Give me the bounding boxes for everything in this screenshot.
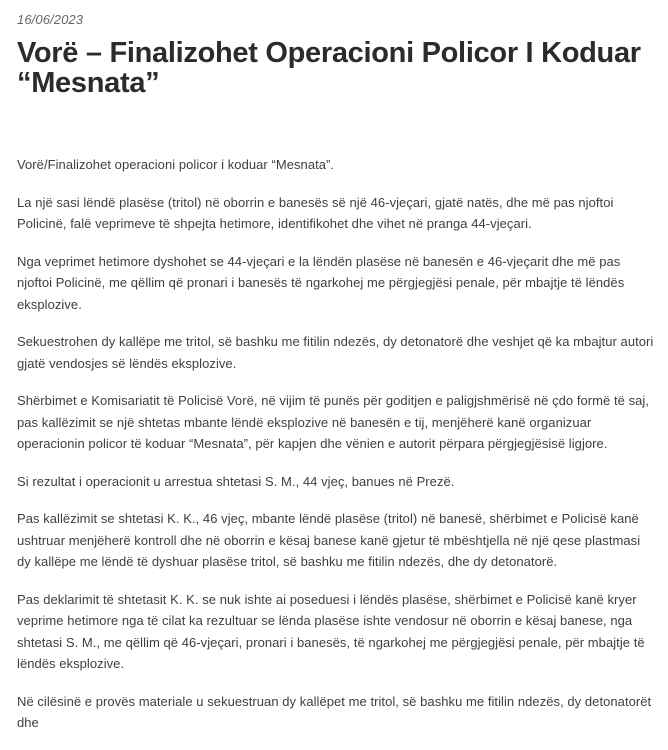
article-paragraph: Pas deklarimit të shtetasit K. K. se nuk ishte ai poseduesi i lëndës plasëse, shërbimet e Policisë kanë kryer veprime hetimore nga të cilat ka rezultuar se lënda plasëse ishte vendosur në oborrin e kësaj banese, nga shtetasi S. M., me qëllim që 46-vjeçari, pronari i banesës, të ngarkohej me përgjegjësi penale, për mbajtje të lëndës eksplozive.: [17, 591, 645, 671]
article: [17, 0, 657, 750]
article-paragraph: Shërbimet e Komisariatit të Policisë Vorë, në vijim të punës për goditjen e paligjshmërisë në çdo formë të saj, pas kallëzimit se një shtetas mbante lëndë eksplozive në banesën e tij, menjëherë kanë organizuar operacionin policor të koduar “Mesnata”, për kapjen dhe vënien e autorit përpara përgjegjësisë ligjore.: [17, 393, 650, 451]
article-title: Vorë – Finalizohet Operacioni Policor I Koduar “Mesnata”: [17, 37, 641, 99]
article-paragraph: Vorë/Finalizohet operacioni policor i koduar “Mesnata”.: [17, 157, 335, 172]
article-paragraph: Si rezultat i operacionit u arrestua shtetasi S. M., 44 vjeç, banues në Prezë.: [17, 473, 455, 489]
article-paragraph: Në cilësinë e provës materiale u sekuestruan dy kallëpet me tritol, së bashku me fitilin ndezës, dy detonatorët dhe: [17, 693, 652, 730]
article-paragraph: Nga veprimet hetimore dyshohet se 44-vjeçari e la lëndën plasëse në banesën e 46-vjeçarit dhe më pas njoftoi Policinë, me qëllim që pronari i banesës të ngarkohej me përgjegjësi penale, për mbajtje të lëndës eksplozive.: [17, 253, 625, 312]
article-paragraph: La një sasi lëndë plasëse (tritol) në oborrin e banesës së një 46-vjeçari, gjatë natës, dhe më pas njoftoi Policinë, falë veprimeve të shpejta hetimore, identifikohet dhe vihet në pranga 44-vjeçari.: [17, 194, 614, 231]
article-body: [17, 154, 657, 734]
article-paragraph: Sekuestrohen dy kallëpe me tritol, së bashku me fitilin ndezës, dy detonatorë dhe veshjet që ka mbajtur autori gjatë vendosjes së lëndës eksplozive.: [17, 334, 654, 371]
article-date: 16/06/2023: [17, 12, 84, 27]
article-paragraph: Pas kallëzimit se shtetasi K. K., 46 vjeç, mbante lëndë plasëse (tritol) në banesë, shërbimet e Policisë kanë ushtruar menjëherë kontroll dhe në oborrin e kësaj banese kanë gjetur të mbështjella në një qese plastmasi dy kallëpe me lëndë të dyshuar plasëse tritol, së bashku me fitilin ndezës, dhe dy detonatorë.: [17, 511, 641, 569]
